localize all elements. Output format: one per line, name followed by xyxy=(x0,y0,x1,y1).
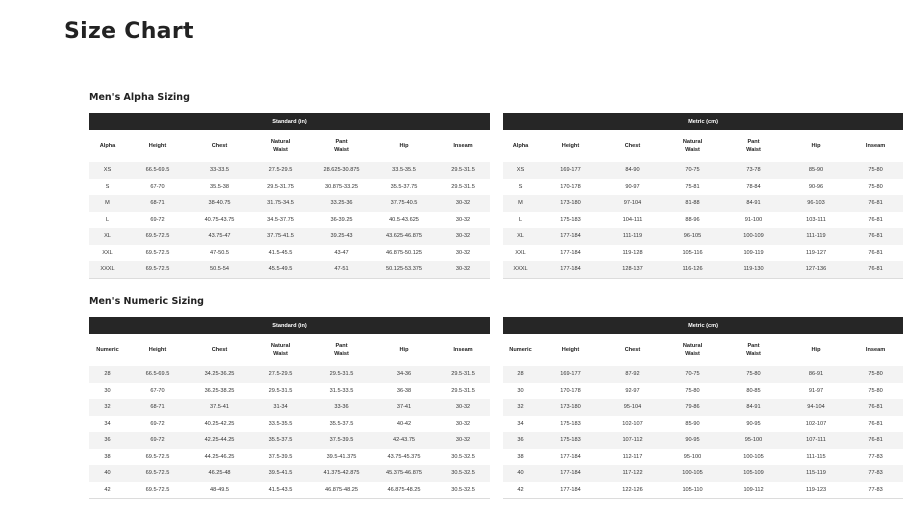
table-cell: 39.5-41.375 xyxy=(311,449,372,466)
table-cell: 48-49.5 xyxy=(189,482,250,499)
table-cell: 78-84 xyxy=(723,179,784,196)
table-cell: XXL xyxy=(89,245,126,262)
table-row xyxy=(503,416,903,433)
table-row xyxy=(89,162,490,179)
table-cell: XXXL xyxy=(89,261,126,278)
table-cell: XXL xyxy=(503,245,538,262)
table-cell: 84-91 xyxy=(723,399,784,416)
table-cell: 30 xyxy=(503,383,538,400)
table-cell: 105-110 xyxy=(662,482,723,499)
table-cell: 90-95 xyxy=(662,432,723,449)
section-title-alpha: Men's Alpha Sizing xyxy=(89,92,190,103)
table-cell: 170-178 xyxy=(538,179,603,196)
table-cell: 119-130 xyxy=(723,261,784,278)
table-cell: 177-184 xyxy=(538,228,603,245)
table-row xyxy=(89,261,490,278)
table-cell: 30-32 xyxy=(436,432,490,449)
table-cell: 76-81 xyxy=(848,228,903,245)
column-header: Height xyxy=(561,347,580,353)
table-cell: 37-41 xyxy=(372,399,436,416)
table-cell: 40.75-43.75 xyxy=(189,212,250,229)
table-row xyxy=(503,366,903,383)
table-cell: XXXL xyxy=(503,261,538,278)
table-cell: 29.5-31.5 xyxy=(311,366,372,383)
table-cell: 43.75-45.375 xyxy=(372,449,436,466)
table-row xyxy=(503,162,903,179)
table-cell: 34.25-36.25 xyxy=(189,366,250,383)
table-cell: 40.25-42.25 xyxy=(189,416,250,433)
table-cell: 27.5-29.5 xyxy=(250,162,311,179)
table-row xyxy=(503,449,903,466)
table-row xyxy=(89,212,490,229)
table-cell: 75-80 xyxy=(662,383,723,400)
column-header: Hip xyxy=(399,143,409,149)
table-cell: 169-177 xyxy=(538,162,603,179)
table-cell: 88-96 xyxy=(662,212,723,229)
table-cell: 50.125-53.375 xyxy=(372,261,436,278)
table-cell: XL xyxy=(89,228,126,245)
table-cell: 46.875-48.25 xyxy=(311,482,372,499)
table-cell: 90-96 xyxy=(784,179,848,196)
table-cell: 50.5-54 xyxy=(189,261,250,278)
table-cell: 69.5-72.5 xyxy=(126,482,189,499)
table-row xyxy=(503,465,903,482)
column-header: Inseam xyxy=(865,143,886,149)
column-header: Chest xyxy=(624,347,641,353)
table-cell: 128-137 xyxy=(603,261,662,278)
table-cell: 42 xyxy=(503,482,538,499)
table-cell: 39.5-41.5 xyxy=(250,465,311,482)
table-cell: 47-50.5 xyxy=(189,245,250,262)
table-cell: 116-126 xyxy=(662,261,723,278)
table-cell: 115-119 xyxy=(784,465,848,482)
column-header: Inseam xyxy=(453,143,473,149)
table-cell: 80-85 xyxy=(723,383,784,400)
table-cell: 79-86 xyxy=(662,399,723,416)
table-row xyxy=(503,245,903,262)
table-cell: 68-71 xyxy=(126,195,189,212)
table-row xyxy=(89,195,490,212)
table-cell: 77-83 xyxy=(848,482,903,499)
table-cell: 30 xyxy=(89,383,126,400)
table-cell: 94-104 xyxy=(784,399,848,416)
table-cell: 45.5-49.5 xyxy=(250,261,311,278)
table-cell: 38-40.75 xyxy=(189,195,250,212)
table-cell: 75-80 xyxy=(848,383,903,400)
table-row xyxy=(89,228,490,245)
column-header: Pant Waist xyxy=(746,343,761,357)
table-cell: 111-119 xyxy=(784,228,848,245)
table-cell: 76-81 xyxy=(848,432,903,449)
table-cell: 85-90 xyxy=(784,162,848,179)
table-cell: 34.5-37.75 xyxy=(250,212,311,229)
column-header: Natural Waist xyxy=(682,139,703,153)
table-cell: 40 xyxy=(503,465,538,482)
table-cell: 35.5-37.5 xyxy=(250,432,311,449)
table-row xyxy=(89,366,490,383)
table-cell: 87-92 xyxy=(603,366,662,383)
table-cell: 37.5-41 xyxy=(189,399,250,416)
table-row xyxy=(89,383,490,400)
table-cell: 75-80 xyxy=(723,366,784,383)
table-cell: 69-72 xyxy=(126,212,189,229)
table-cell: 37.75-40.5 xyxy=(372,195,436,212)
table-row xyxy=(503,383,903,400)
table-cell: 117-122 xyxy=(603,465,662,482)
column-header: Alpha xyxy=(99,143,116,149)
table-row xyxy=(89,245,490,262)
table-cell: 66.5-69.5 xyxy=(126,366,189,383)
column-header: Natural Waist xyxy=(270,139,291,153)
table-cell: 77-83 xyxy=(848,465,903,482)
table-cell: 38 xyxy=(503,449,538,466)
table-cell: 36-39.25 xyxy=(311,212,372,229)
table-cell: 67-70 xyxy=(126,383,189,400)
column-header: Alpha xyxy=(512,143,529,149)
table-cell: 69-72 xyxy=(126,416,189,433)
table-row xyxy=(503,399,903,416)
table-cell: 103-111 xyxy=(784,212,848,229)
table-cell: 36 xyxy=(89,432,126,449)
table-cell: 38 xyxy=(89,449,126,466)
table-cell: 34 xyxy=(89,416,126,433)
table-cell: 36.25-38.25 xyxy=(189,383,250,400)
table-cell: 84-91 xyxy=(723,195,784,212)
table-row xyxy=(503,261,903,278)
table-cell: 30.5-32.5 xyxy=(436,449,490,466)
table-cell: 67-70 xyxy=(126,179,189,196)
table-row xyxy=(503,179,903,196)
table-cell: 75-80 xyxy=(848,162,903,179)
table-row xyxy=(89,465,490,482)
table-cell: 69.5-72.5 xyxy=(126,261,189,278)
table-cell: 40-42 xyxy=(372,416,436,433)
table-cell: 29.5-31.5 xyxy=(436,366,490,383)
table-cell: 109-119 xyxy=(723,245,784,262)
table-cell: 32 xyxy=(503,399,538,416)
column-header: Chest xyxy=(211,347,228,353)
table-cell: 73-78 xyxy=(723,162,784,179)
table-cell: XS xyxy=(503,162,538,179)
table-caption: Standard (in) xyxy=(89,317,490,334)
table-cell: 75-80 xyxy=(848,179,903,196)
table-cell: 41.5-43.5 xyxy=(250,482,311,499)
table-cell: 76-81 xyxy=(848,261,903,278)
table-cell: 75-81 xyxy=(662,179,723,196)
table-cell: XS xyxy=(89,162,126,179)
table-cell: 31.75-34.5 xyxy=(250,195,311,212)
table-cell: 35.5-37.75 xyxy=(372,179,436,196)
table-cell: 30-32 xyxy=(436,245,490,262)
table-cell: 69.5-72.5 xyxy=(126,449,189,466)
table-row xyxy=(503,432,903,449)
table-cell: 177-184 xyxy=(538,482,603,499)
table-cell: 173-180 xyxy=(538,399,603,416)
table-caption: Standard (in) xyxy=(89,113,490,130)
column-header: Pant Waist xyxy=(334,343,349,357)
table-cell: S xyxy=(89,179,126,196)
table-cell: M xyxy=(503,195,538,212)
table-cell: 42-43.75 xyxy=(372,432,436,449)
table-cell: 111-115 xyxy=(784,449,848,466)
table-cell: 177-184 xyxy=(538,245,603,262)
table-cell: 33-36 xyxy=(311,399,372,416)
table-cell: 107-111 xyxy=(784,432,848,449)
table-cell: 100-105 xyxy=(662,465,723,482)
table-cell: 46.875-48.25 xyxy=(372,482,436,499)
table-cell: 43.75-47 xyxy=(189,228,250,245)
column-header: Height xyxy=(148,347,167,353)
table-cell: 90-97 xyxy=(603,179,662,196)
table-cell: 33.5-35.5 xyxy=(250,416,311,433)
table-cell: 95-100 xyxy=(723,432,784,449)
table-cell: 96-105 xyxy=(662,228,723,245)
table-cell: 112-117 xyxy=(603,449,662,466)
table-row xyxy=(89,399,490,416)
table-cell: 34 xyxy=(503,416,538,433)
column-header: Natural Waist xyxy=(682,343,703,357)
table-cell: 109-112 xyxy=(723,482,784,499)
table-cell: 31-34 xyxy=(250,399,311,416)
table-cell: 169-177 xyxy=(538,366,603,383)
table-cell: 28 xyxy=(89,366,126,383)
table-cell: 37.5-39.5 xyxy=(311,432,372,449)
table-cell: 127-136 xyxy=(784,261,848,278)
column-header: Hip xyxy=(811,347,821,353)
numeric-standard-table xyxy=(89,317,490,499)
table-row xyxy=(503,212,903,229)
table-cell: 76-81 xyxy=(848,212,903,229)
alpha-standard-table xyxy=(89,113,490,279)
table-cell: 177-184 xyxy=(538,261,603,278)
table-cell: 30.875-33.25 xyxy=(311,179,372,196)
table-cell: 30.5-32.5 xyxy=(436,482,490,499)
table-row xyxy=(89,432,490,449)
table-cell: 76-81 xyxy=(848,195,903,212)
table-cell: 119-123 xyxy=(784,482,848,499)
table-cell: 75-80 xyxy=(848,366,903,383)
table-cell: 69-72 xyxy=(126,432,189,449)
table-row xyxy=(89,416,490,433)
table-cell: 35.5-37.5 xyxy=(311,416,372,433)
table-cell: 104-111 xyxy=(603,212,662,229)
table-row xyxy=(503,482,903,499)
table-cell: 81-88 xyxy=(662,195,723,212)
table-cell: 47-51 xyxy=(311,261,372,278)
table-cell: 40.5-43.625 xyxy=(372,212,436,229)
table-cell: 28 xyxy=(503,366,538,383)
column-header: Height xyxy=(148,143,167,149)
table-cell: 69.5-72.5 xyxy=(126,465,189,482)
table-cell: 69.5-72.5 xyxy=(126,228,189,245)
column-header: Chest xyxy=(624,143,641,149)
table-cell: 175-183 xyxy=(538,416,603,433)
column-header: Hip xyxy=(399,347,409,353)
table-cell: 31.5-33.5 xyxy=(311,383,372,400)
alpha-metric-table xyxy=(503,113,903,279)
table-cell: 35.5-38 xyxy=(189,179,250,196)
table-cell: L xyxy=(503,212,538,229)
table-cell: 30.5-32.5 xyxy=(436,465,490,482)
table-cell: 170-178 xyxy=(538,383,603,400)
table-row xyxy=(89,179,490,196)
table-cell: 175-183 xyxy=(538,432,603,449)
table-cell: 43.625-46.875 xyxy=(372,228,436,245)
table-cell: 30-32 xyxy=(436,195,490,212)
table-cell: S xyxy=(503,179,538,196)
table-cell: 36-38 xyxy=(372,383,436,400)
table-cell: 40 xyxy=(89,465,126,482)
table-row xyxy=(503,228,903,245)
table-cell: 69.5-72.5 xyxy=(126,245,189,262)
table-cell: 33.25-36 xyxy=(311,195,372,212)
section-title-numeric: Men's Numeric Sizing xyxy=(89,296,204,307)
table-cell: 66.5-69.5 xyxy=(126,162,189,179)
table-cell: 30-32 xyxy=(436,416,490,433)
table-caption: Metric (cm) xyxy=(503,317,903,334)
table-cell: 42.25-44.25 xyxy=(189,432,250,449)
table-cell: 30-32 xyxy=(436,228,490,245)
table-cell: 43-47 xyxy=(311,245,372,262)
table-cell: 111-119 xyxy=(603,228,662,245)
table-row xyxy=(503,195,903,212)
column-header: Height xyxy=(561,143,580,149)
table-cell: 37.5-39.5 xyxy=(250,449,311,466)
page-title: Size Chart xyxy=(64,19,194,44)
table-cell: 90-95 xyxy=(723,416,784,433)
column-header: Natural Waist xyxy=(270,343,291,357)
table-cell: 86-91 xyxy=(784,366,848,383)
table-cell: 33-33.5 xyxy=(189,162,250,179)
table-cell: 29.5-31.5 xyxy=(436,162,490,179)
table-cell: 39.25-43 xyxy=(311,228,372,245)
table-cell: 36 xyxy=(503,432,538,449)
table-cell: 46.875-50.125 xyxy=(372,245,436,262)
table-cell: 30-32 xyxy=(436,212,490,229)
table-cell: 76-81 xyxy=(848,399,903,416)
table-caption: Metric (cm) xyxy=(503,113,903,130)
column-header: Numeric xyxy=(509,347,532,353)
table-cell: 70-75 xyxy=(662,162,723,179)
table-cell: 105-109 xyxy=(723,465,784,482)
table-cell: 77-83 xyxy=(848,449,903,466)
column-header: Pant Waist xyxy=(334,139,349,153)
table-cell: 105-116 xyxy=(662,245,723,262)
table-cell: 91-100 xyxy=(723,212,784,229)
table-cell: 27.5-29.5 xyxy=(250,366,311,383)
table-cell: M xyxy=(89,195,126,212)
table-cell: 29.5-31.5 xyxy=(436,383,490,400)
table-cell: XL xyxy=(503,228,538,245)
table-cell: 96-103 xyxy=(784,195,848,212)
table-cell: 85-90 xyxy=(662,416,723,433)
table-row xyxy=(89,449,490,466)
column-header: Hip xyxy=(811,143,821,149)
table-cell: 100-109 xyxy=(723,228,784,245)
numeric-metric-table xyxy=(503,317,903,499)
table-cell: 119-128 xyxy=(603,245,662,262)
table-cell: 119-127 xyxy=(784,245,848,262)
table-cell: 30-32 xyxy=(436,399,490,416)
table-cell: 76-81 xyxy=(848,245,903,262)
table-cell: 37.75-41.5 xyxy=(250,228,311,245)
column-header: Inseam xyxy=(865,347,886,353)
table-cell: 42 xyxy=(89,482,126,499)
table-cell: 91-97 xyxy=(784,383,848,400)
table-cell: L xyxy=(89,212,126,229)
table-cell: 30-32 xyxy=(436,261,490,278)
table-cell: 177-184 xyxy=(538,449,603,466)
table-cell: 76-81 xyxy=(848,416,903,433)
table-cell: 28.625-30.875 xyxy=(311,162,372,179)
table-cell: 41.375-42.875 xyxy=(311,465,372,482)
column-header: Inseam xyxy=(453,347,473,353)
table-cell: 177-184 xyxy=(538,465,603,482)
table-cell: 29.5-31.75 xyxy=(250,179,311,196)
table-cell: 107-112 xyxy=(603,432,662,449)
column-header: Pant Waist xyxy=(746,139,761,153)
table-cell: 29.5-31.5 xyxy=(250,383,311,400)
table-cell: 175-183 xyxy=(538,212,603,229)
table-cell: 29.5-31.5 xyxy=(436,179,490,196)
table-cell: 102-107 xyxy=(603,416,662,433)
table-cell: 44.25-46.25 xyxy=(189,449,250,466)
column-header: Numeric xyxy=(96,347,119,353)
column-header: Chest xyxy=(211,143,228,149)
table-cell: 84-90 xyxy=(603,162,662,179)
table-cell: 45.375-46.875 xyxy=(372,465,436,482)
table-cell: 173-180 xyxy=(538,195,603,212)
table-cell: 122-126 xyxy=(603,482,662,499)
table-cell: 102-107 xyxy=(784,416,848,433)
table-cell: 100-105 xyxy=(723,449,784,466)
table-cell: 97-104 xyxy=(603,195,662,212)
table-cell: 68-71 xyxy=(126,399,189,416)
table-cell: 32 xyxy=(89,399,126,416)
table-cell: 34-36 xyxy=(372,366,436,383)
table-cell: 70-75 xyxy=(662,366,723,383)
table-cell: 92-97 xyxy=(603,383,662,400)
table-cell: 95-104 xyxy=(603,399,662,416)
table-cell: 95-100 xyxy=(662,449,723,466)
table-cell: 33.5-35.5 xyxy=(372,162,436,179)
table-cell: 41.5-45.5 xyxy=(250,245,311,262)
table-cell: 46.25-48 xyxy=(189,465,250,482)
table-row xyxy=(89,482,490,499)
